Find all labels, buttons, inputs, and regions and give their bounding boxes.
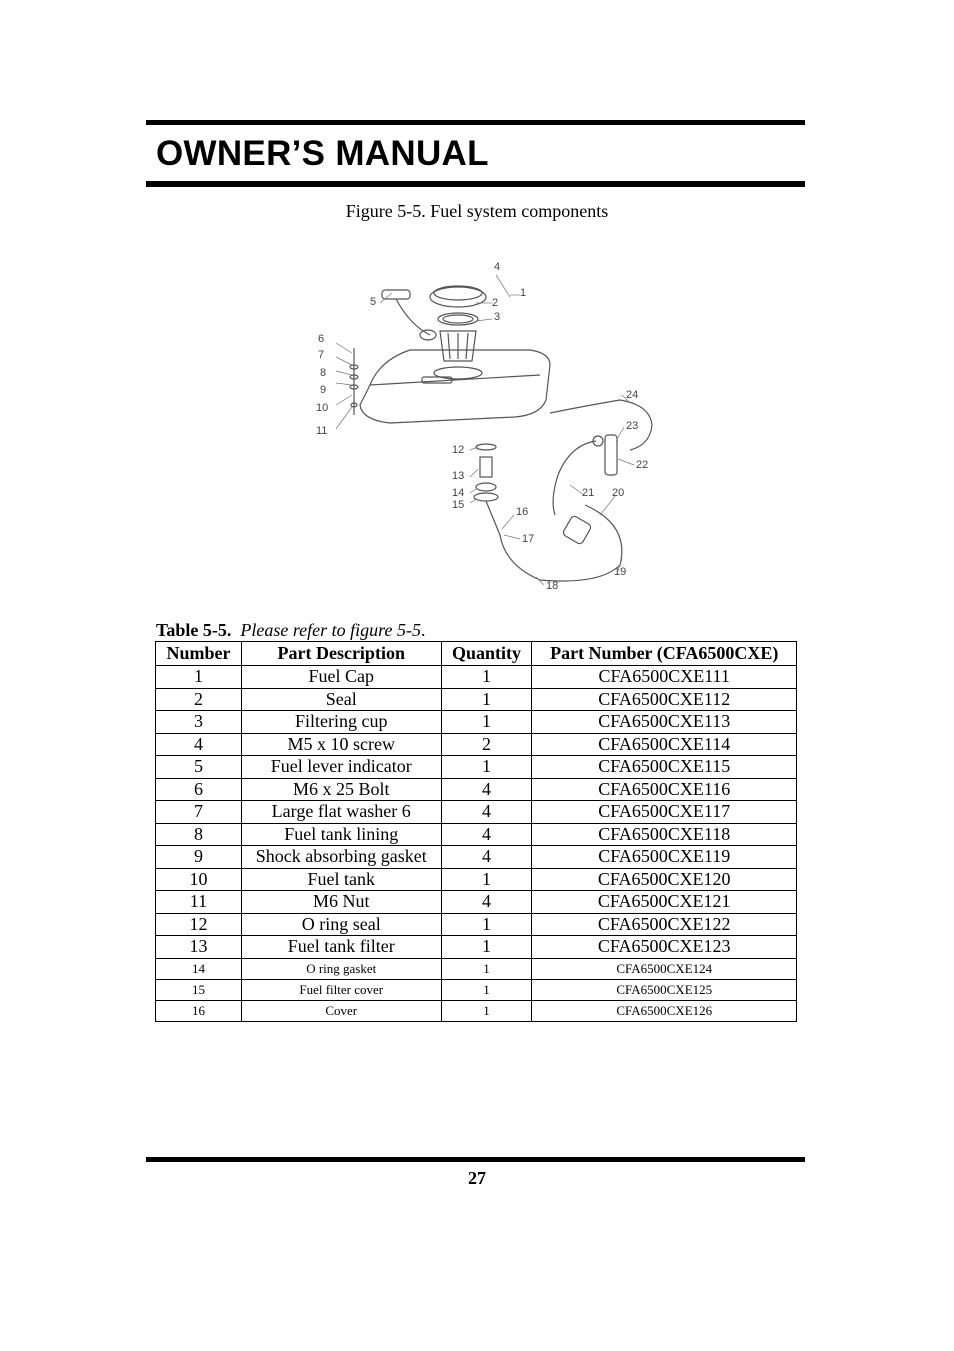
figure-caption: Figure 5-5. Fuel system components [345,201,609,221]
part-code-cell: CFA6500CXE124 [532,958,797,979]
callout-label: 24 [626,389,639,401]
part-number-cell: 13 [156,936,242,959]
quantity-cell: 1 [441,666,532,689]
quantity-cell: 4 [441,846,532,869]
callout-label: 10 [316,402,329,414]
table-row [156,801,797,824]
part-code-cell: CFA6500CXE121 [532,891,797,914]
part-number-cell: 15 [156,979,242,1000]
part-number-cell: 14 [156,958,242,979]
table-row [156,936,797,959]
table-caption-text: Please refer to figure 5-5 [240,620,421,640]
part-code-cell: CFA6500CXE114 [532,733,797,756]
quantity-cell: 1 [441,756,532,779]
part-code-cell: CFA6500CXE117 [532,801,797,824]
quantity-cell: 1 [441,868,532,891]
callout-label: 4 [494,261,501,273]
part-description-cell: Fuel lever indicator [241,756,441,779]
part-code-cell: CFA6500CXE126 [532,1000,797,1021]
part-code-cell: CFA6500CXE118 [532,823,797,846]
callout-label: 21 [582,487,595,499]
table-row [156,688,797,711]
part-description-cell: M5 x 10 screw [241,733,441,756]
callout-label: 23 [626,420,639,432]
part-number-cell: 1 [156,666,242,689]
quantity-cell: 4 [441,891,532,914]
column-header: Quantity [441,642,532,666]
table-row [156,823,797,846]
callout-label: 12 [452,444,465,456]
table-row [156,868,797,891]
quantity-cell: 1 [441,1000,532,1021]
part-description-cell: Cover [241,1000,441,1021]
callout-label: 17 [522,533,535,545]
callout-label: 7 [318,349,325,361]
callout-label: 15 [452,499,465,511]
part-number-cell: 16 [156,1000,242,1021]
quantity-cell: 1 [441,688,532,711]
table-row [156,846,797,869]
table-row [156,1000,797,1021]
part-code-cell: CFA6500CXE111 [532,666,797,689]
page-title: OWNER’S MANUAL [156,134,489,173]
callout-label: 9 [320,384,327,396]
part-description-cell: M6 x 25 Bolt [241,778,441,801]
footer-rule [146,1157,805,1162]
table-caption [156,620,425,641]
table-row [156,756,797,779]
callout-label: 19 [614,566,627,578]
part-number-cell: 2 [156,688,242,711]
callout-label: 8 [320,367,327,379]
callout-label: 16 [516,506,529,518]
quantity-cell: 1 [441,936,532,959]
callout-label: 18 [546,580,559,592]
table-row [156,733,797,756]
callout-label: 11 [316,425,328,437]
header-rule-top [146,120,805,125]
part-number-cell: 8 [156,823,242,846]
part-description-cell: Large flat washer 6 [241,801,441,824]
part-code-cell: CFA6500CXE123 [532,936,797,959]
part-description-cell: Fuel filter cover [241,979,441,1000]
part-code-cell: CFA6500CXE120 [532,868,797,891]
part-description-cell: Fuel tank lining [241,823,441,846]
callout-label: 14 [452,487,465,499]
table-row [156,891,797,914]
part-description-cell: Shock absorbing gasket [241,846,441,869]
part-number-cell: 11 [156,891,242,914]
quantity-cell: 1 [441,711,532,734]
fuel-system-diagram [300,245,680,615]
part-description-cell: O ring gasket [241,958,441,979]
quantity-cell: 4 [441,823,532,846]
callout-label: 2 [492,297,499,309]
callout-label: 6 [318,333,325,345]
quantity-cell: 2 [441,733,532,756]
part-code-cell: CFA6500CXE122 [532,913,797,936]
callout-label: 3 [494,311,501,323]
part-code-cell: CFA6500CXE125 [532,979,797,1000]
part-description-cell: Filtering cup [241,711,441,734]
part-code-cell: CFA6500CXE112 [532,688,797,711]
header-rule-bottom [146,181,805,187]
quantity-cell: 1 [441,979,532,1000]
part-description-cell: Fuel Cap [241,666,441,689]
part-description-cell: O ring seal [241,913,441,936]
quantity-cell: 4 [441,801,532,824]
table-row [156,913,797,936]
table-row [156,979,797,1000]
table-row [156,711,797,734]
quantity-cell: 1 [441,958,532,979]
part-description-cell: Seal [241,688,441,711]
part-description-cell: Fuel tank [241,868,441,891]
part-number-cell: 5 [156,756,242,779]
table-row [156,778,797,801]
part-code-cell: CFA6500CXE116 [532,778,797,801]
part-code-cell: CFA6500CXE119 [532,846,797,869]
quantity-cell: 1 [441,913,532,936]
part-description-cell: Fuel tank filter [241,936,441,959]
table-caption-end: . [420,620,426,640]
part-number-cell: 6 [156,778,242,801]
part-number-cell: 12 [156,913,242,936]
callout-label: 5 [370,296,377,308]
callout-label: 20 [612,487,625,499]
part-number-cell: 4 [156,733,242,756]
part-code-cell: CFA6500CXE113 [532,711,797,734]
table-row [156,666,797,689]
parts-table [155,641,797,1022]
part-code-cell: CFA6500CXE115 [532,756,797,779]
page-number: 27 [468,1168,486,1188]
table-header-row [156,642,797,666]
table-row [156,958,797,979]
part-number-cell: 3 [156,711,242,734]
callout-label: 13 [452,470,465,482]
part-number-cell: 10 [156,868,242,891]
table-caption-number: Table 5-5. [156,620,232,640]
part-number-cell: 9 [156,846,242,869]
callout-label: 22 [636,459,649,471]
part-description-cell: M6 Nut [241,891,441,914]
column-header: Part Number (CFA6500CXE) [532,642,797,666]
callout-label: 1 [520,287,527,299]
column-header: Part Description [241,642,441,666]
quantity-cell: 4 [441,778,532,801]
column-header: Number [156,642,242,666]
part-number-cell: 7 [156,801,242,824]
